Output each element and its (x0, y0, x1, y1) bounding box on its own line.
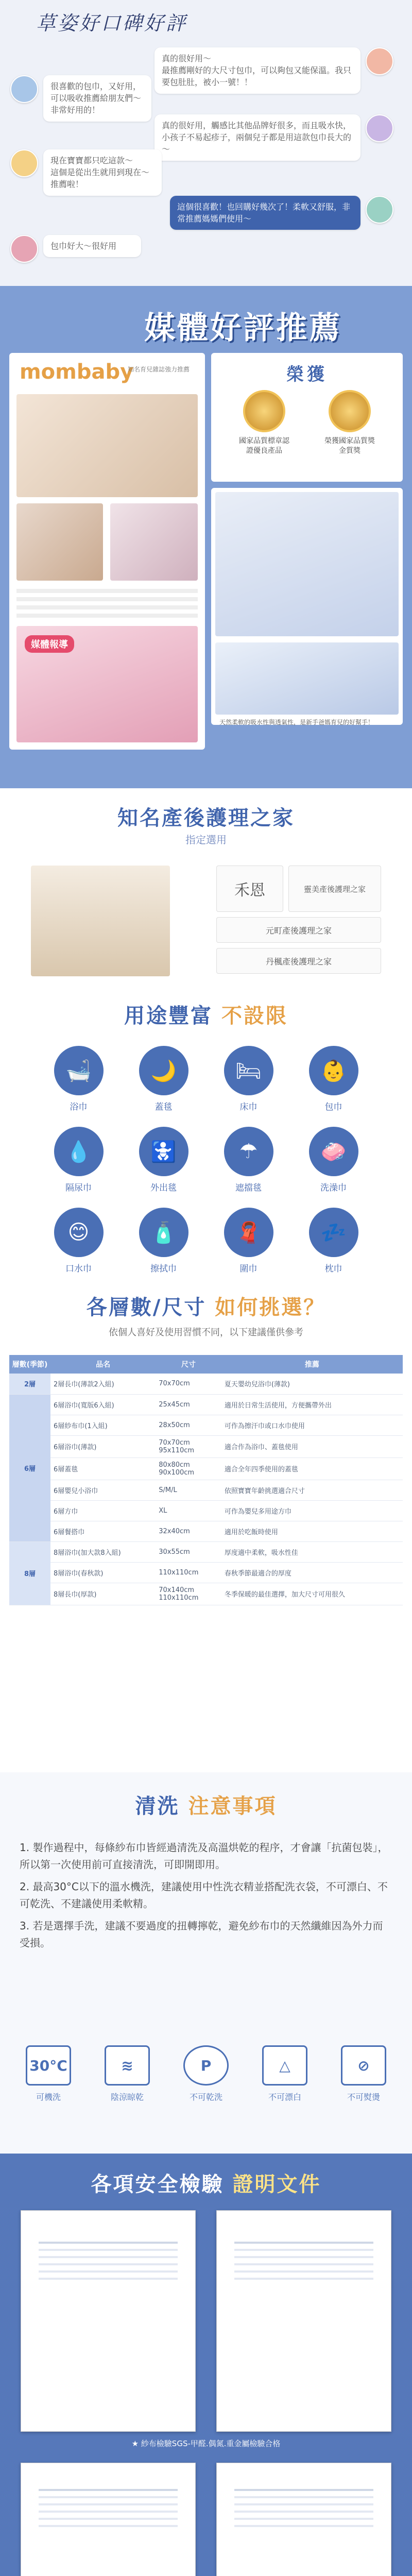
recommend-cell: 夏天嬰幼兒浴巾(薄款) (221, 1374, 403, 1394)
table-row (9, 1394, 403, 1415)
certificate-document (216, 2210, 391, 2432)
bib-icon: 😊 (54, 1208, 104, 1257)
table-row (9, 1374, 403, 1394)
magazine-photo (16, 503, 103, 581)
tv-screenshot (215, 492, 399, 636)
avatar (10, 75, 38, 103)
care-label: 可機洗 (36, 2092, 61, 2102)
chat-message-3 (154, 114, 397, 161)
cover-icon: ☂ (224, 1127, 273, 1176)
avatar (366, 114, 393, 142)
chat-bubble: 真的很好用～ 最推薦剛好的大尺寸包巾，可以夠包又能保溫。我只要包肚肚，被小一號！！ (154, 47, 360, 94)
media-title-text: 媒體好評推薦 (144, 310, 342, 346)
certificate-document (21, 2463, 196, 2576)
chat-bubble: 這個很喜歡！也回購好幾次了！柔軟又舒服，非常推薦媽媽們使用～ (170, 196, 360, 230)
diaper-pad-icon: 💧 (54, 1127, 104, 1176)
use-item (121, 1046, 206, 1112)
tv-panel (211, 488, 403, 725)
recommend-cell: 適用於吃飯時使用 (221, 1521, 403, 1541)
care-label: 不可乾洗 (189, 2092, 222, 2102)
certs-title-main: 各項安全檢驗 (91, 2173, 224, 2196)
certs-title-accent: 證明文件 (232, 2173, 321, 2196)
avatar (366, 196, 393, 224)
name-cell: 6層餐搭巾 (50, 1521, 156, 1541)
magazine-logo: mombaby (20, 360, 134, 384)
uses-title-main: 用途豐富 (124, 1004, 213, 1028)
chat-bubble: 包巾好大～很好用 (43, 235, 141, 257)
wash-cloth-icon: 🧼 (309, 1127, 358, 1176)
magazine-panel (9, 353, 205, 750)
use-label: 口水巾 (65, 1264, 92, 1274)
table-header-row (9, 1355, 403, 1374)
tv-badge: 媒體報導 (25, 635, 74, 653)
chat-bubble: 現在寶寶都只吃這款～ 這個是從出生就用到現在～ 推薦啦！ (43, 149, 162, 196)
care-item (252, 2045, 318, 2103)
use-item (291, 1127, 376, 1193)
name-cell: 6層方巾 (50, 1500, 156, 1521)
size-cell: 28x50cm (156, 1415, 221, 1435)
recommend-cell: 適合全年四季使用的蓋毯 (221, 1458, 403, 1480)
recommend-cell: 厚度適中柔軟，吸水性佳 (221, 1541, 403, 1562)
table-row (9, 1541, 403, 1562)
size-cell: S/M/L (156, 1480, 221, 1500)
uses-title-accent: 不設限 (221, 1004, 288, 1028)
use-label: 外出毯 (150, 1183, 177, 1193)
magazine-note: 知名育兒雜誌強力推薦 (128, 366, 190, 373)
avatar (366, 47, 393, 75)
size-cell: 32x40cm (156, 1521, 221, 1541)
table-row (9, 1562, 403, 1583)
care-label: 陰涼晾乾 (110, 2092, 144, 2102)
layer-cell: 2層 (9, 1374, 50, 1394)
tv-screenshot (215, 642, 399, 715)
cert-caption: ★ 紗布檢驗SGS-甲醛.偶氮.重金屬檢驗合格 (131, 2439, 281, 2448)
wash-title-accent: 注意事項 (188, 1794, 277, 1818)
use-item (206, 1127, 291, 1193)
wash-title (0, 1790, 412, 1819)
table-row (9, 1480, 403, 1500)
swaddle-icon: 👶 (309, 1046, 358, 1095)
care-label: 不可漂白 (268, 2092, 301, 2102)
wipe-icon: 🧴 (139, 1208, 188, 1257)
recommend-cell: 依照寶寶年齡挑選適合尺寸 (221, 1480, 403, 1500)
name-cell: 6層浴巾(薄款) (50, 1435, 156, 1458)
recommend-cell: 可作為嬰兒多用途方巾 (221, 1500, 403, 1521)
name-cell: 8層長巾(厚款) (50, 1583, 156, 1605)
no-iron-icon: ⊘ (341, 2045, 386, 2086)
column-header: 尺寸 (156, 1355, 221, 1374)
use-item (206, 1208, 291, 1274)
certificates-section (0, 2154, 412, 2576)
use-item (291, 1046, 376, 1112)
honor-title: 榮獲 (286, 364, 328, 385)
care-symbols (15, 2045, 397, 2103)
use-label: 浴巾 (70, 1102, 88, 1112)
sizes-title-main: 各層數/尺寸 (86, 1296, 207, 1319)
size-cell: 25x45cm (156, 1394, 221, 1415)
uses-section (0, 979, 412, 1278)
bath-towel-icon: 🛁 (54, 1046, 104, 1095)
hospital-title: 知名產後護理之家 (117, 806, 295, 830)
recommend-cell: 春秋季節最適合的厚度 (221, 1562, 403, 1583)
wash-title-main: 清洗 (135, 1794, 180, 1818)
hospital-section (0, 788, 412, 979)
honor-caption: 國家品質標章認證優良產品 (239, 437, 289, 455)
table-row (9, 1435, 403, 1458)
chat-message-2 (10, 75, 154, 122)
hospital-logo: 禾恩 (216, 866, 283, 912)
size-cell: 70x140cm 110x110cm (156, 1583, 221, 1605)
use-item (36, 1208, 121, 1274)
use-label: 遮擋毯 (235, 1183, 262, 1193)
use-label: 擦拭巾 (150, 1264, 177, 1274)
uses-grid (36, 1046, 376, 1274)
size-cell: 30x55cm (156, 1541, 221, 1562)
use-label: 床巾 (239, 1102, 258, 1112)
hospital-logo: 元町產後護理之家 (216, 917, 381, 943)
hospital-logo: 靈美產後護理之家 (288, 866, 381, 912)
certificate-document (216, 2463, 391, 2576)
table-row (9, 1415, 403, 1435)
honor-panel (211, 353, 403, 482)
certificate-document (21, 2210, 196, 2432)
avatar (10, 149, 38, 177)
sizes-section (0, 1278, 412, 1772)
care-item (173, 2045, 239, 2103)
recommend-cell: 冬季保暖的最佳選擇，加大尺寸可用很久 (221, 1583, 403, 1605)
wash-point: 1. 製作過程中，每條紗布巾皆經過清洗及高溫烘乾的程序，才會讓「抗菌包裝」，所以第一次使用前可直接清洗，可即開即用。 (20, 1841, 388, 1871)
no-bleach-icon: △ (262, 2045, 307, 2086)
sizes-title (0, 1291, 412, 1320)
size-cell: XL (156, 1500, 221, 1521)
certs-title (0, 2168, 412, 2197)
hospital-subtitle: 指定選用 (185, 834, 227, 846)
machine-wash-icon: 30°C (26, 2045, 71, 2086)
wash-points (20, 1839, 392, 1957)
chat-message-4 (10, 149, 165, 196)
recommend-cell: 可作為擦汗巾或口水巾使用 (221, 1415, 403, 1435)
wash-point: 3. 若是選擇手洗，建議不要過度的扭轉擰乾，避免紗布巾的天然纖維因為外力而受損。 (20, 1920, 383, 1949)
wash-point: 2. 最高30°C以下的溫水機洗，建議使用中性洗衣精並搭配洗衣袋，不可漂白、不可乾洗、不建議使用柔軟精。 (20, 1880, 388, 1910)
recommend-cell: 適用於日常生活使用，方便攜帶外出 (221, 1394, 403, 1415)
use-item (121, 1127, 206, 1193)
size-cell: 80x80cm 90x100cm (156, 1458, 221, 1480)
care-item (331, 2045, 397, 2103)
use-item (121, 1208, 206, 1274)
blanket-icon: 🌙 (139, 1046, 188, 1095)
care-label: 不可熨燙 (347, 2092, 380, 2102)
chat-message-6 (10, 235, 144, 263)
size-cell: 110x110cm (156, 1562, 221, 1583)
hospital-logo: 丹楓產後護理之家 (216, 948, 381, 974)
name-cell: 8層浴巾(加大款8入組) (50, 1541, 156, 1562)
layer-cell: 8層 (9, 1541, 50, 1605)
use-item (36, 1046, 121, 1112)
name-cell: 8層浴巾(春秋款) (50, 1562, 156, 1583)
table-row (9, 1521, 403, 1541)
bed-sheet-icon: 🛏 (224, 1046, 273, 1095)
size-table (9, 1355, 403, 1605)
scarf-icon: 🧣 (224, 1208, 273, 1257)
use-label: 枕巾 (324, 1264, 342, 1274)
media-title (134, 300, 350, 350)
use-label: 包巾 (324, 1102, 342, 1112)
size-cell: 70x70cm 95x110cm (156, 1435, 221, 1458)
use-label: 洗澡巾 (320, 1183, 347, 1193)
stroller-blanket-icon: 🚼 (139, 1127, 188, 1176)
use-item (206, 1046, 291, 1112)
table-row (9, 1583, 403, 1605)
magazine-photo (110, 503, 198, 581)
wash-section (0, 1772, 412, 2154)
chat-message-5 (170, 196, 397, 230)
recommend-cell: 適合作為浴巾、蓋毯使用 (221, 1435, 403, 1458)
honor-caption: 榮獲國家品質獎金質獎 (324, 437, 375, 455)
chat-bubble: 真的很好用，觸感比其他品牌好很多，而且吸水快，小孩子不易起疹子，兩個兒子都是用這款包巾長大的～ (154, 114, 360, 161)
column-header: 推薦 (221, 1355, 403, 1374)
pillow-towel-icon: 💤 (309, 1208, 358, 1257)
table-row (9, 1500, 403, 1521)
care-item (15, 2045, 81, 2103)
shade-dry-icon: ≋ (105, 2045, 150, 2086)
use-item (36, 1127, 121, 1193)
column-header: 層數(季節) (9, 1355, 50, 1374)
room-photo (31, 866, 170, 976)
magazine-photo (16, 394, 198, 497)
chat-bubble: 很喜歡的包巾，又好用，可以吸收推薦給朋友們～非常好用的！ (43, 75, 151, 122)
sizes-subtitle: 依個人喜好及使用習慣不同，以下建議僅供參考 (109, 1327, 303, 1338)
name-cell: 6層嬰兒小浴巾 (50, 1480, 156, 1500)
name-cell: 2層長巾(薄款2入組) (50, 1374, 156, 1394)
use-label: 蓋毯 (154, 1102, 173, 1112)
use-label: 圍巾 (239, 1264, 258, 1274)
use-item (291, 1208, 376, 1274)
size-cell: 70x70cm (156, 1374, 221, 1394)
avatar (10, 235, 38, 263)
testimonials-section (0, 0, 412, 286)
no-dry-clean-icon: P (183, 2045, 229, 2086)
name-cell: 6層浴巾(寬版6入組) (50, 1394, 156, 1415)
magazine-text-lines (16, 589, 198, 593)
medal-icon (329, 390, 371, 432)
care-item (94, 2045, 160, 2103)
medal-icon (243, 390, 285, 432)
name-cell: 6層蓋毯 (50, 1458, 156, 1480)
chat-message-1 (154, 47, 397, 94)
column-header: 品名 (50, 1355, 156, 1374)
tv-caption: 天然柔軟的吸水性與透氣性，是新手爸媽育兒的好幫手！ (219, 719, 374, 726)
sizes-title-accent: 如何挑選？ (215, 1296, 326, 1319)
use-label: 隔尿巾 (65, 1183, 92, 1193)
media-section (0, 286, 412, 788)
name-cell: 6層紗布巾(1入組) (50, 1415, 156, 1435)
table-row (9, 1458, 403, 1480)
layer-cell: 6層 (9, 1394, 50, 1541)
testimonials-heading: 草姿好口碑好評 (36, 12, 188, 35)
uses-title (0, 999, 412, 1029)
